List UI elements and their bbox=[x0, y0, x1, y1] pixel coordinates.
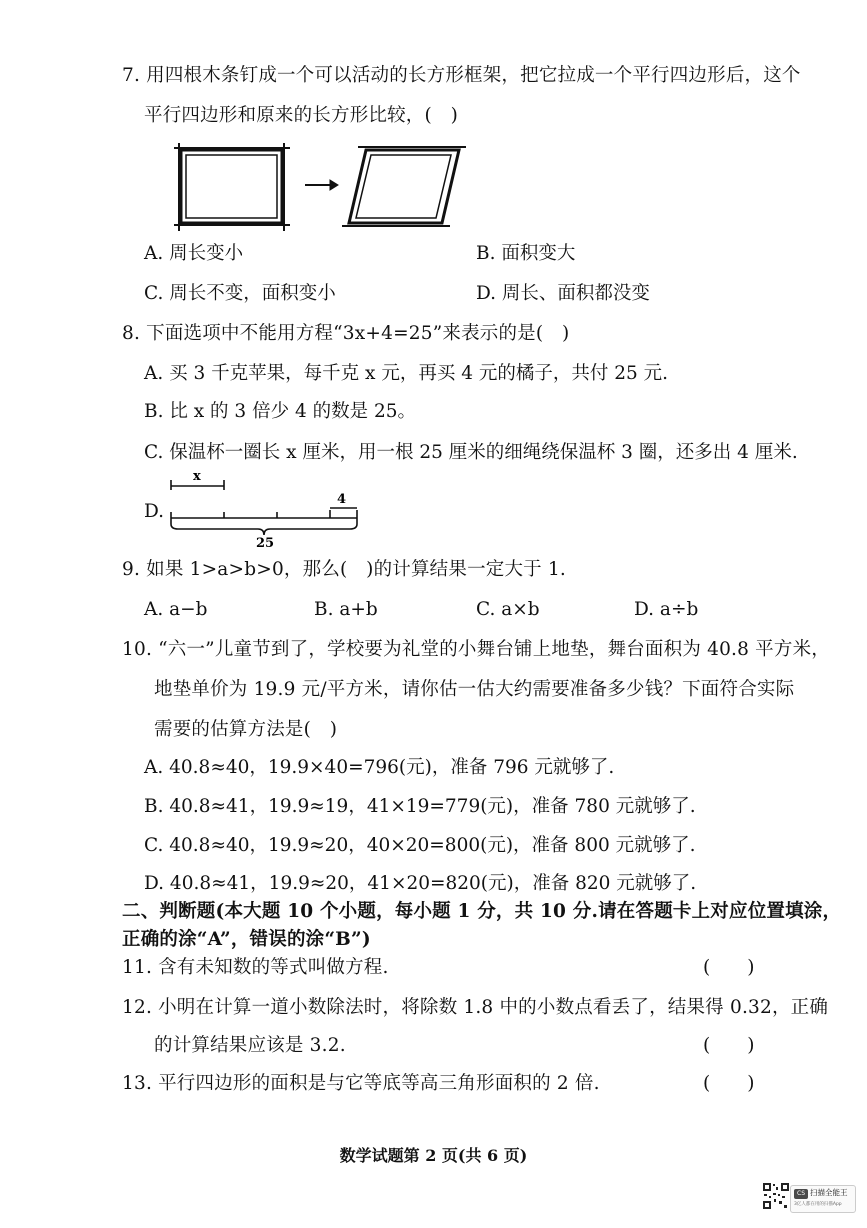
q8-diagram-4-label: 4 bbox=[337, 492, 347, 507]
q12-text-line2: 的计算结果应该是 3.2. bbox=[154, 1035, 346, 1056]
q8-option-c: C. 保温杯一圈长 x 厘米，用一根 25 厘米的细绳绕保温杯 3 圈，还多出 4 厘米. bbox=[144, 442, 798, 463]
q9-option-d: D. a÷b bbox=[634, 599, 699, 620]
q10-option-d: D. 40.8≈41，19.9≈20，41×20=820(元)，准备 820 元就够了. bbox=[144, 873, 697, 894]
q7-option-b: B. 面积变大 bbox=[476, 243, 576, 264]
q12-text-line1: 12. 小明在计算一道小数除法时，将除数 1.8 中的小数点看丢了，结果得 0.32，正确 bbox=[122, 997, 829, 1018]
scanner-app-title: 扫描全能王 bbox=[810, 1188, 848, 1197]
q7-option-c: C. 周长不变，面积变小 bbox=[144, 283, 336, 304]
q10-option-a: A. 40.8≈40，19.9×40=796(元)，准备 796 元就够了. bbox=[144, 757, 615, 778]
q8-stem: 8. 下面选项中不能用方程“3x+4=25”来表示的是( ) bbox=[122, 323, 570, 344]
q11-text: 11. 含有未知数的等式叫做方程. bbox=[122, 957, 389, 978]
section2-heading-line1: 二、判断题(本大题 10 个小题，每小题 1 分，共 10 分.请在答题卡上对应位置填涂， bbox=[122, 901, 842, 922]
q8-diagram-x-label: x bbox=[193, 469, 201, 484]
q8-option-a: A. 买 3 千克苹果，每千克 x 元，再买 4 元的橘子，共付 25 元. bbox=[144, 363, 669, 384]
scanner-app-subtitle: 3亿人都在用的扫描App bbox=[794, 1202, 842, 1207]
q8-option-b: B. 比 x 的 3 倍少 4 的数是 25。 bbox=[144, 401, 417, 422]
q13-text: 13. 平行四边形的面积是与它等底等高三角形面积的 2 倍. bbox=[122, 1073, 600, 1094]
q7-option-a: A. 周长变小 bbox=[144, 243, 244, 264]
q11-answer-paren[interactable]: ( ) bbox=[703, 957, 755, 978]
qr-code-icon bbox=[762, 1182, 790, 1210]
q13-answer-paren[interactable]: ( ) bbox=[703, 1073, 755, 1094]
q9-stem: 9. 如果 1>a>b>0，那么( )的计算结果一定大于 1. bbox=[122, 559, 566, 580]
q9-option-c: C. a×b bbox=[476, 599, 540, 620]
q12-answer-paren[interactable]: ( ) bbox=[703, 1035, 755, 1056]
q8-option-d: D. bbox=[144, 501, 165, 522]
page-footer: 数学试题第 2 页(共 6 页) bbox=[339, 1146, 528, 1165]
q10-stem-line1: 10. “六一”儿童节到了，学校要为礼堂的小舞台铺上地垫，舞台面积为 40.8 平方米， bbox=[122, 639, 830, 660]
section2-heading-line2: 正确的涂“A”，错误的涂“B”) bbox=[122, 929, 371, 950]
q10-option-c: C. 40.8≈40，19.9≈20，40×20=800(元)，准备 800 元就够了. bbox=[144, 835, 696, 856]
q9-option-a: A. a−b bbox=[144, 599, 208, 620]
q9-option-b: B. a+b bbox=[314, 599, 378, 620]
q7-stem-line2: 平行四边形和原来的长方形比较，( ) bbox=[144, 105, 459, 126]
q10-stem-line3: 需要的估算方法是( ) bbox=[154, 719, 338, 740]
scanner-app-badge bbox=[790, 1185, 856, 1213]
q10-option-b: B. 40.8≈41，19.9≈19，41×19=779(元)，准备 780 元就够了. bbox=[144, 796, 696, 817]
q7-option-d: D. 周长、面积都没变 bbox=[476, 283, 650, 304]
q8-diagram-25-label: 25 bbox=[256, 536, 275, 551]
q10-stem-line2: 地垫单价为 19.9 元/平方米，请你估一估大约需要准备多少钱？下面符合实际 bbox=[154, 679, 795, 700]
q7-stem-line1: 7. 用四根木条钉成一个可以活动的长方形框架，把它拉成一个平行四边形后，这个 bbox=[122, 65, 801, 86]
scanner-logo-icon: CS bbox=[794, 1189, 808, 1199]
